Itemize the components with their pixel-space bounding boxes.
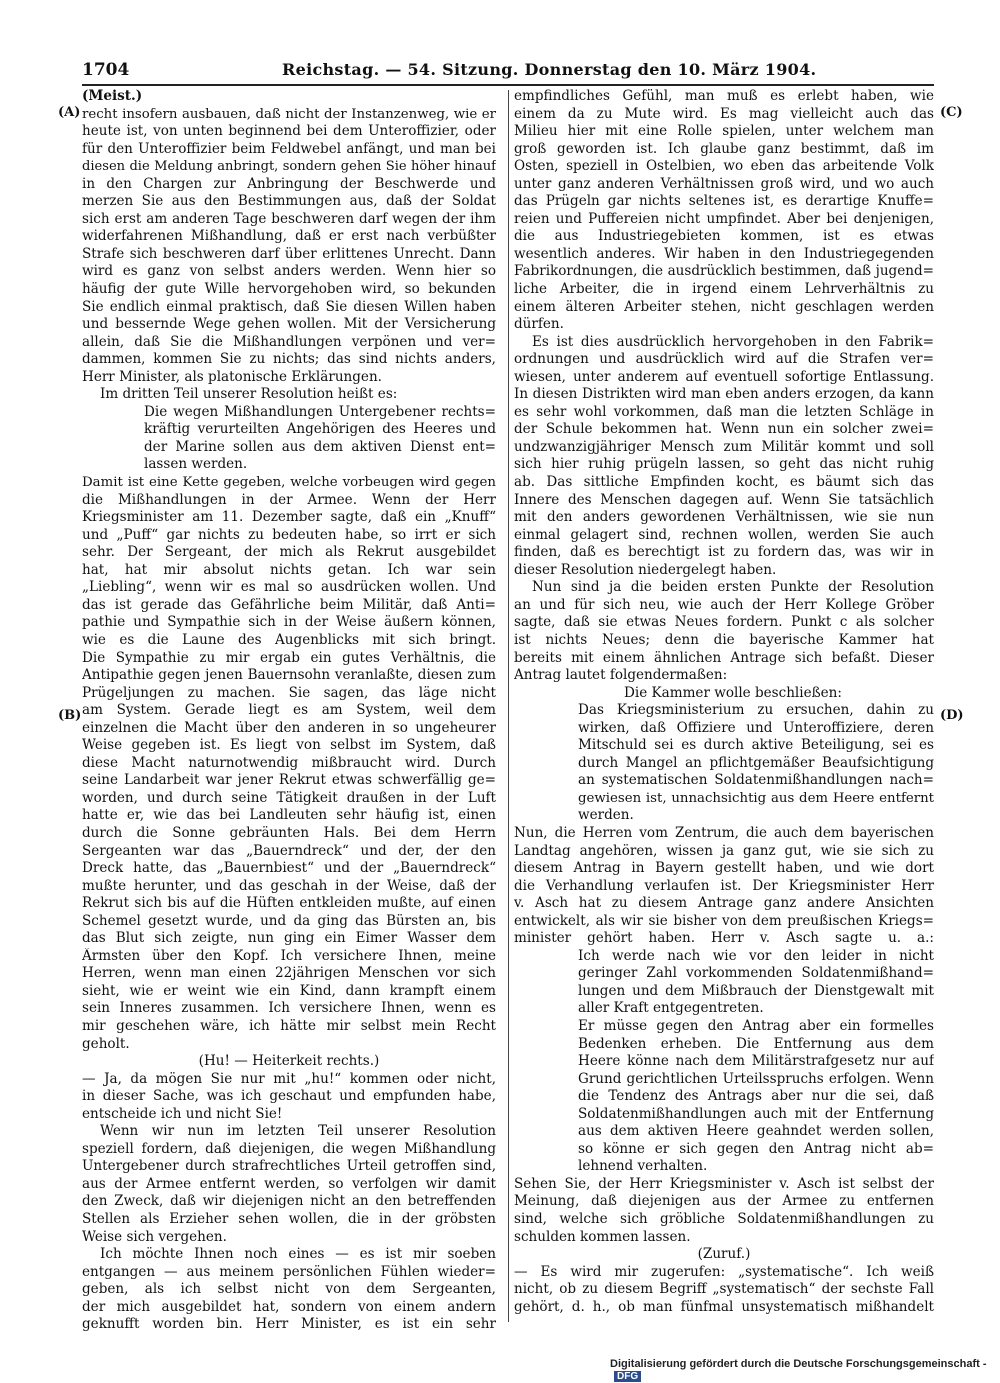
right-column-line: einem älteren Arbeiter stehen, nicht geschlagen werden <box>514 298 934 315</box>
left-column-line: lassen werden. <box>144 456 248 473</box>
left-column-line: in den Chargen zur Anbringung der Beschwerde und <box>82 175 496 192</box>
right-column-line: Milieu hier mit eine Rolle spielen, unter welchem man <box>514 123 934 140</box>
left-column-line: entscheide ich und nicht Sie! <box>82 1105 283 1122</box>
right-column-line: groß geworden ist. Ich glaube ganz bestimmt, daß im <box>514 140 934 157</box>
left-column-line: seine Landarbeit war jener Rekrut etwas schwerfällig ge= <box>82 772 496 789</box>
left-column-line: heute ist, von unten beginnend bei dem Unteroffizier, oder <box>82 123 496 140</box>
right-column-line: Landtag angehören, wissen ja ganz gut, wie sie sich zu <box>514 842 934 859</box>
left-column-line: Stellen als Erzieher sehen wollen, die in der gröbsten <box>82 1211 496 1227</box>
margin-mark-d: (D) <box>940 708 964 723</box>
right-column-line: sich hier ruhig prügeln lassen, so geht das nicht ruhig <box>514 456 934 473</box>
right-column-line: minister gehört haben. Herr v. Asch sagte u. a.: <box>514 930 934 947</box>
left-column-line: am System. Gerade liegt es am System, weil dem <box>82 702 496 719</box>
margin-mark-a: (A) <box>58 105 81 120</box>
right-column-line: ist nichts Neues; denn die bayerische Kammer hat <box>514 631 934 648</box>
right-column-line: Heere könne nach dem Militärstrafgesetz nur auf <box>578 1053 934 1070</box>
right-column-line: es sehr wohl vorkommen, daß man die letzten Schläge in <box>514 403 934 420</box>
right-column-line: einem da zu Mute wird. Es mag vielleicht auch das <box>514 105 934 122</box>
right-column <box>514 88 934 1316</box>
left-column-line: Ärmsten über den Kopf. Ich versichere Ihnen, meine <box>82 947 496 964</box>
page-header <box>82 60 934 84</box>
column-divider <box>508 90 509 1322</box>
right-column-line: Bedenken erheben. Die Entfernung aus dem <box>578 1035 934 1052</box>
right-column-line: wesentlich anderes. Wir haben in den Industriegegenden <box>514 245 934 262</box>
left-column-line: sieht, wie er weint wie ein Kind, dann krampft einem <box>82 982 496 999</box>
right-column-line: nicht, ob zu diesem Begriff „systematisch“ der sechste Fall <box>514 1281 934 1298</box>
left-column-line: aus der Armee entfernt werden, so verfolgen wir damit <box>82 1175 496 1192</box>
speaker-label: (Meist.) <box>82 88 143 104</box>
left-column-line: Die Sympathie zu mir ergab ein gutes Verhältnis, die <box>82 649 496 666</box>
margin-mark-b: (B) <box>58 708 82 723</box>
right-column-line: bereits mit einem ähnlichen Antrage sich befaßt. Dieser <box>514 649 934 666</box>
right-column-line: Antrag lautet folgendermaßen: <box>514 667 728 684</box>
left-column-line: mir geschehen wäre, ich hätte mir selbst mein Recht <box>82 1017 496 1034</box>
right-column-line: reien und Puffereien nicht umpfindet. Aber bei denjenigen, <box>514 210 934 227</box>
left-column-line: sein Inneres zusammen. Ich versichere Ihnen, wenn es <box>82 1000 496 1017</box>
right-column-line: entwickelt, als wir sie bisher von dem preußischen Kriegs= <box>514 912 934 929</box>
right-column-line: Nun, die Herren vom Zentrum, die auch dem bayerischen <box>514 824 934 841</box>
left-column-line: entgangen — aus meinem persönlichen Fühlen wieder= <box>82 1263 496 1280</box>
right-column-line: liche Arbeiter, die in irgend einem Lehrverhältnis zu <box>514 281 934 298</box>
left-column-line: Sergeanten war das „Bauerndreck“ und der, der den <box>82 842 496 859</box>
left-column-line: für den Unteroffizier beim Feldwebel anfängt, und man bei <box>82 140 496 157</box>
left-column-line: häufig der gute Wille hervorgehoben wird, so bekunden <box>82 281 496 298</box>
right-column-line: gehört, d. h., ob man fünfmal unsystematisch mißhandelt <box>514 1298 934 1315</box>
left-column-line: Dreck hatte, das „Bauernbiest“ und der „Bauerndreck“ <box>82 860 496 877</box>
right-column-line: durch Mangel an pflichtgemäßer Beaufsichtigung <box>578 754 934 771</box>
right-column-line: Sehen Sie, der Herr Kriegsminister v. Asch ist selbst der <box>514 1175 934 1192</box>
left-column-line: Herr Minister, als platonische Erklärungen. <box>82 368 382 385</box>
right-column-line: Innere des Menschen dagegen auf. Wenn Sie tatsächlich <box>514 491 934 508</box>
right-column-line: das Prügeln gar nichts seltenes ist, es derartige Knuffe= <box>514 193 934 210</box>
left-column-line: Schemel gesetzt wurde, und da ging das Bürsten an, bis <box>82 912 496 929</box>
left-column-line: der Marine sollen aus dem aktiven Dienst ent= <box>144 438 496 455</box>
left-column-line: hatte er, wie das bei Landleuten sehr häufig ist, einen <box>82 807 496 824</box>
left-column-line: und bessernde Wege gehen wollen. Mit der Versicherung <box>82 316 496 333</box>
right-column-line: Mitschuld sei es durch aktive Beteiligung, sei es <box>578 737 934 754</box>
left-column-line: dammen, kommen Sie zu nichts; das sind nichts anders, <box>82 351 496 368</box>
header-rule <box>82 84 934 86</box>
right-column-line: gewiesen ist, unnachsichtig aus dem Heere entfernt <box>578 790 934 806</box>
left-column-line: Untergebener durch strafrechtliches Urteil getroffen sind, <box>82 1158 496 1175</box>
right-column-line: einmal gelagert sind, rechnen wollen, werden Sie auch <box>514 526 934 543</box>
left-column-line: und „Puff“ gar nichts zu bedeuten habe, so irrt er sich <box>82 526 496 543</box>
left-column-line: geben, als ich selbst nicht von dem Sergeanten, <box>82 1281 496 1298</box>
left-column-line: Wenn wir nun im letzten Teil unserer Resolution <box>100 1123 496 1140</box>
running-title: Reichstag. — 54. Sitzung. Donnerstag den 10. März 1904. <box>282 60 817 79</box>
right-column-line: aus dem aktiven Heere geahndet werden sollen, <box>578 1123 934 1140</box>
right-column-line: unter ganz anderen Verhältnissen groß wird, und wo auch <box>514 175 934 192</box>
right-column-line: diesem Antrag in Bayern gestellt haben, und wie dort <box>514 860 934 877</box>
left-column-line: Kriegsminister am 11. Dezember sagte, daß ein „Knuff“ <box>82 509 496 526</box>
left-column <box>82 88 496 1334</box>
left-column-line: speziell fordern, daß diejenigen, die wegen Mißhandlung <box>82 1140 496 1157</box>
left-column-line: kräftig verurteilten Angehörigen des Heeres und <box>144 421 496 438</box>
left-column-line: Rekrut sich bis auf die Hüften entkleiden mußte, auf einen <box>82 895 496 912</box>
right-column-line: Nun sind ja die beiden ersten Punkte der Resolution <box>532 579 934 596</box>
margin-mark-c: (C) <box>940 105 963 120</box>
right-column-line: lungen und dem Mißbrauch der Dienstgewalt mit <box>578 982 934 999</box>
left-column-line: geknufft worden bin. Herr Minister, es ist ein sehr <box>82 1316 496 1333</box>
right-column-line: Osten, speziell in Ostelbien, wo eben das arbeitende Volk <box>514 158 934 175</box>
left-column-line: hat, hat mir absolut nichts getan. Ich war sein <box>82 561 496 578</box>
right-column-line: In diesen Distrikten wird man eben anders erzogen, da kann <box>514 386 934 403</box>
right-column-line: an systematischen Soldatenmißhandlungen nach= <box>578 772 934 789</box>
right-column-line: sagte, daß sie etwas Neues fordern. Punkt c als solcher <box>514 614 934 631</box>
page-footer <box>610 1358 1000 1382</box>
left-column-line: geholt. <box>82 1035 130 1052</box>
left-column-line: durch die Sonne gebräunten Hals. Bei dem Herrn <box>82 824 496 841</box>
left-column-line: in dieser Sache, was ich geschaut und empfunden habe, <box>82 1088 496 1105</box>
right-column-line: Das Kriegsministerium zu ersuchen, dahin zu <box>578 702 934 719</box>
left-column-line: diesen die Meldung anbringt, sondern gehen Sie höher hinauf <box>82 159 496 175</box>
right-column-line: undzwanzigjähriger Mensch zum Militär kommt und soll <box>514 438 934 455</box>
left-column-line: Weise gegeben ist. Es liegt von selbst im System, daß <box>82 737 496 754</box>
left-column-line: wird es ganz von selbst anders werden. Wenn hier so <box>82 263 496 280</box>
left-column-line: den Zweck, daß wir diejenigen nicht an den betreffenden <box>82 1193 496 1210</box>
right-column-line: finden, daß es berechtigt ist zu fordern das, was wir in <box>514 544 934 561</box>
left-column-line: „Liebling“, wenn wir es mal so ausdrücken wollen. Und <box>82 579 496 596</box>
left-column-line: einzelnen die Macht über den anderen in so ungeheurer <box>82 719 496 736</box>
left-column-line: Im dritten Teil unserer Resolution heißt es: <box>100 386 398 403</box>
right-column-line: (Zuruf.) <box>697 1246 751 1263</box>
left-column-line: Die wegen Mißhandlungen Untergebener rechts= <box>144 403 496 420</box>
right-column-line: v. Asch hat zu diesem Antrage ganz andere Ansichten <box>514 895 934 912</box>
left-column-line: pathie und Sympathie sich in der Weise äußern können, <box>82 614 496 631</box>
left-column-line: Strafe sich beschweren darf über erlittenes Unrecht. Dann <box>82 245 496 262</box>
left-column-line: sehr. Der Sergeant, der mich als Rekrut ausgebildet <box>82 544 496 561</box>
left-column-line: Ich möchte Ihnen noch eines — es ist mir soeben <box>100 1246 496 1263</box>
right-column-line: Es ist dies ausdrücklich hervorgehoben in den Fabrik= <box>532 333 934 350</box>
left-column-line: worden, und durch seine Tätigkeit draußen in der Luft <box>82 789 496 806</box>
right-column-line: schulden kommen lassen. <box>514 1228 691 1245</box>
page-number: 1704 <box>82 60 130 80</box>
right-column-line: an und für sich neu, wie auch der Herr Kollege Gröber <box>514 596 934 613</box>
right-column-line: Die Kammer wolle beschließen: <box>624 684 842 701</box>
right-column-line: Er müsse gegen den Antrag aber ein formelles <box>578 1017 934 1034</box>
left-column-line: — Ja, da mögen Sie nur mit „hu!“ kommen oder nicht, <box>82 1070 496 1087</box>
left-column-line: wie es die Laune des Augenblicks mit sich bringt. <box>82 631 496 648</box>
right-column-line: sind, welche sich gröbliche Soldatenmißhandlungen zu <box>514 1211 934 1227</box>
right-column-line: ab. Das sittliche Empfinden kocht, es bäumt sich das <box>514 474 934 491</box>
right-column-line: Fabrikordnungen, die ausdrücklich bestimmen, daß jugend= <box>514 263 934 280</box>
right-column-line: so könne er sich gegen den Antrag nicht ab= <box>578 1140 934 1157</box>
right-column-line: werden. <box>578 807 634 824</box>
left-column-line: das ist gerade das Gefährliche beim Militär, daß Anti= <box>82 596 496 613</box>
right-column-line: wirken, daß Offiziere und Unteroffiziere, deren <box>578 719 934 736</box>
right-column-line: mit den anders gewordenen Verhältnissen, wie sie nun <box>514 509 934 526</box>
right-column-line: die Tendenz des Antrags aber nur die sei, daß <box>578 1088 934 1105</box>
right-column-line: Grund gerichtlichen Urteilsspruchs erfolgen. Wenn <box>578 1070 934 1087</box>
left-column-line: Weise sich vergehen. <box>82 1228 227 1245</box>
left-column-line: (Hu! — Heiterkeit rechts.) <box>198 1053 380 1070</box>
right-column-line: empfindliches Gefühl, man muß es erlebt haben, wie <box>514 88 934 104</box>
left-column-line: sich erst am anderen Tage beschweren darf wegen der ihm <box>82 210 496 227</box>
right-column-line: geringer Zahl vorkommenden Soldatenmißhand= <box>578 965 934 982</box>
left-column-line: Antipathie gegen jenen Bauernsohn veranlaßte, diesen zum <box>82 667 496 684</box>
left-column-line: merzen Sie aus den Bestimmungen aus, daß der Soldat <box>82 193 496 210</box>
footer-text: Digitalisierung gefördert durch die Deutsche Forschungsgemeinschaft - <box>610 1358 987 1370</box>
left-column-line: allein, daß Sie die Mißhandlungen verpönen und ver= <box>82 333 496 350</box>
left-column-line: das Blut sich zeigte, nun ging ein Eimer Wasser dem <box>82 930 496 947</box>
right-column-line: lehnend verhalten. <box>578 1158 708 1175</box>
left-column-line: Prügeljungen zu machen. Sie sagen, das läge nicht <box>82 684 496 701</box>
left-column-line: Herren, wenn man einen 22jährigen Menschen vor sich <box>82 965 496 982</box>
right-column-line: dürfen. <box>514 316 564 333</box>
right-column-line: der Schule bekommen hat. Wenn nun ein solcher zwei= <box>514 421 934 438</box>
right-column-line: Meinung, daß diejenigen aus der Armee zu entfernen <box>514 1193 934 1210</box>
left-column-line: recht insofern ausbauen, daß nicht der Instanzenweg, wie er <box>82 106 496 122</box>
right-column-line: Ich werde nach wie vor den leider in nicht <box>578 947 934 964</box>
right-column-line: die aus Industriegebieten kommen, ist es etwas <box>514 228 934 245</box>
left-column-line: die Mißhandlungen in der Armee. Wenn der Herr <box>82 491 496 508</box>
dfg-logo: DFG <box>614 1371 641 1382</box>
right-column-line: die Verhandlung verlaufen ist. Der Kriegsminister Herr <box>514 877 934 894</box>
left-column-line: widerfahrenen Mißhandlung, daß er erst nach verbüßter <box>82 228 496 245</box>
right-column-line: wiesen, unter anderem auf eventuell sofortige Entlassung. <box>514 368 934 385</box>
left-column-line: Sie endlich einmal praktisch, daß Sie diesen Willen haben <box>82 298 496 315</box>
right-column-line: — Es wird mir zugerufen: „systematische“. Ich weiß <box>514 1263 934 1280</box>
left-column-line: diese Macht naturnotwendig mißbraucht wird. Durch <box>82 754 496 771</box>
right-column-line: Soldatenmißhandlungen auch mit der Entfernung <box>578 1105 934 1122</box>
left-column-line: mußte herunter, und das geschah in der Weise, daß der <box>82 877 496 894</box>
right-column-line: aller Kraft entgegentreten. <box>578 1000 764 1017</box>
left-column-line: Damit ist eine Kette gegeben, welche vorbeugen wird gegen <box>82 475 496 491</box>
right-column-line: ordnungen und ausdrücklich wird auf die Strafen ver= <box>514 351 934 368</box>
left-column-line: der mich ausgebildet hat, sondern von einem andern <box>82 1298 496 1315</box>
right-column-line: dieser Resolution niedergelegt haben. <box>514 561 777 578</box>
